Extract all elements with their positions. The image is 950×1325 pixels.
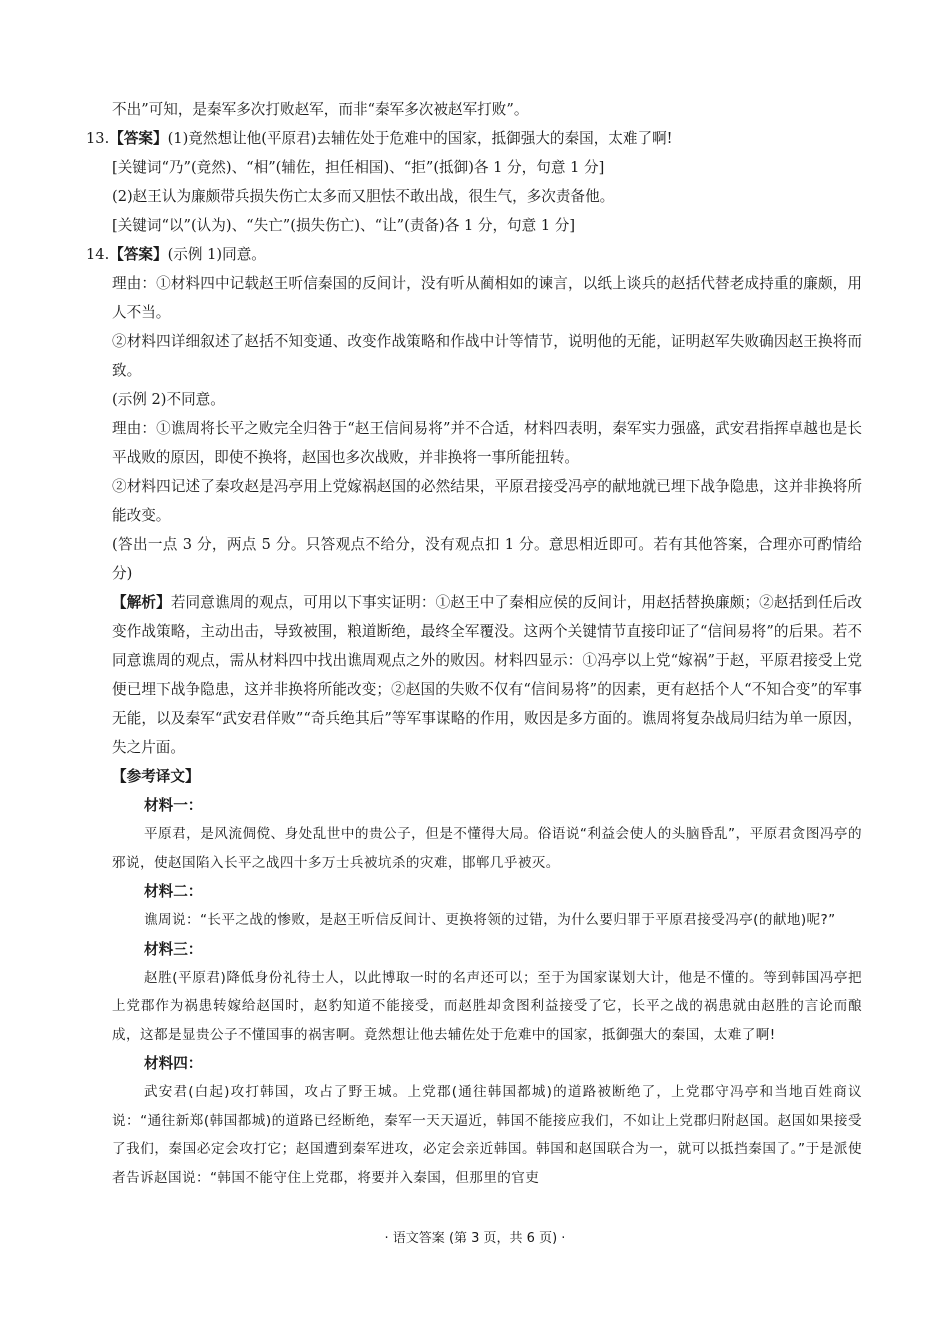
material-4-label: 材料四：	[144, 1055, 203, 1072]
question-14-reason-1b: ②材料四详细叙述了赵括不知变通、改变作战策略和作战中计等情节，说明他的无能，证明赵军失败确因赵王换将而致。	[112, 333, 862, 379]
material-1-label: 材料一：	[144, 797, 203, 814]
material-1-text: 平原君，是风流倜傥、身处乱世中的贵公子，但是不懂得大局。俗语说“利益会使人的头脑昏乱”，平原君贪图冯亭的邪说，使赵国陷入长平之战四十多万士兵被坑杀的灾难，邯郸几乎被灭。	[112, 826, 862, 871]
question-14-reason-2b: ②材料四记述了秦攻赵是冯亭用上党嫁祸赵国的必然结果，平原君接受冯亭的献地就已埋下战争隐患，这并非换将所能改变。	[112, 478, 862, 524]
reference-translation-heading: 【参考译文】	[112, 768, 200, 785]
analysis: 【解析】若同意谯周的观点，可用以下事实证明：①赵王中了秦相应侯的反间计，用赵括替换廉颇；②赵括到任后改变作战策略，主动出击，导致被围，粮道断绝，最终全军覆没。这两个关键情节直接印证了“信间易将”的后果。若不同意谯周的观点，需从材料四中找出谯周观点之外的败因。材料四显示：①冯亭以上党“嫁祸”于赵，平原君接受上党便已埋下战争隐患，这并非换将所能改变；②赵国的失败不仅有“信间易将”的因素，更有赵括个人“不知合变”的军事无能，以及秦军“武安君佯败”“奇兵绝其后”等军事谋略的作用，败因是多方面的。谯周将复杂战局归结为单一原因，失之片面。	[112, 594, 862, 756]
question-13-keywords-1: [关键词“乃”(竟然)、“相”(辅佐，担任相国)、“拒”(抵御)各 1 分，句意 1 分]	[112, 159, 605, 176]
question-13-keywords-2: [关键词“以”(认为)、“失亡”(损失伤亡)、“让”(责备)各 1 分，句意 1 分]	[112, 217, 576, 234]
analysis-tag: 【解析】	[112, 594, 171, 611]
material-2-text: 谯周说：“长平之战的惨败，是赵王听信反间计、更换将领的过错，为什么要归罪于平原君接受冯亭(的献地)呢?”	[144, 912, 836, 928]
question-14-example-1: 14.【答案】(示例 1)同意。	[86, 246, 266, 263]
answer-content	[86, 95, 862, 1192]
material-3-text: 赵胜(平原君)降低身份礼待士人，以此博取一时的名声还可以；至于为国家谋划大计，他是不懂的。等到韩国冯亭把上党郡作为祸患转嫁给赵国时，赵豹知道不能接受，而赵胜却贪图利益接受了它，长平之战的祸患就由赵胜的言论而酿成，这都是显贵公子不懂国事的祸害啊。竟然想让他去辅佐处于危难中的国家，抵御强大的秦国，太难了啊!	[112, 969, 862, 1043]
question-14-example-2: (示例 2)不同意。	[112, 391, 225, 408]
question-14-reason-1a: 理由：①材料四中记载赵王听信秦国的反间计，没有听从蔺相如的谏言，以纸上谈兵的赵括代替老成持重的廉颇，用人不当。	[112, 275, 862, 321]
question-14-number: 14.	[86, 246, 110, 263]
question-13-answer-1: 13.【答案】(1)竟然想让他(平原君)去辅佐处于危难中的国家，抵御强大的秦国，太难了啊!	[86, 130, 673, 147]
material-3-label: 材料三：	[144, 940, 203, 958]
continued-line: 不出”可知，是秦军多次打败赵军，而非“秦军多次被赵军打败”。	[112, 101, 529, 118]
material-2-label: 材料二：	[144, 883, 203, 900]
answer-tag: 【答案】	[109, 246, 168, 263]
answer-tag: 【答案】	[109, 130, 168, 147]
material-4-text: 武安君(白起)攻打韩国，攻占了野王城。上党郡(通往韩国都城)的道路被断绝了，上党郡守冯亭和当地百姓商议说：“通往新郑(韩国都城)的道路已经断绝，秦军一天天逼近，韩国不能接应我们，不如让上党郡归附赵国。赵国如果接受了我们，秦国必定会攻打它；赵国遭到秦军进攻，必定会亲近韩国。韩国和赵国联合为一，就可以抵挡秦国了。”于是派使者告诉赵国说：“韩国不能守住上党郡，将要并入秦国，但那里的官吏	[112, 1084, 862, 1186]
question-14-reason-2a: 理由：①谯周将长平之败完全归咎于“赵王信间易将”并不合适，材料四表明，秦军实力强盛，武安君指挥卓越也是长平战败的原因，即使不换将，赵国也多次战败，并非换将一事所能扭转。	[112, 420, 862, 466]
question-13-answer-2: (2)赵王认为廉颇带兵损失伤亡太多而又胆怯不敢出战，很生气，多次责备他。	[112, 188, 615, 205]
question-14-scoring: (答出一点 3 分，两点 5 分。只答观点不给分，没有观点扣 1 分。意思相近即可。若有其他答案，合理亦可酌情给分)	[112, 536, 862, 582]
page-footer: · 语文答案 (第 3 页，共 6 页) ·	[384, 1231, 566, 1246]
question-13-number: 13.	[86, 130, 110, 147]
